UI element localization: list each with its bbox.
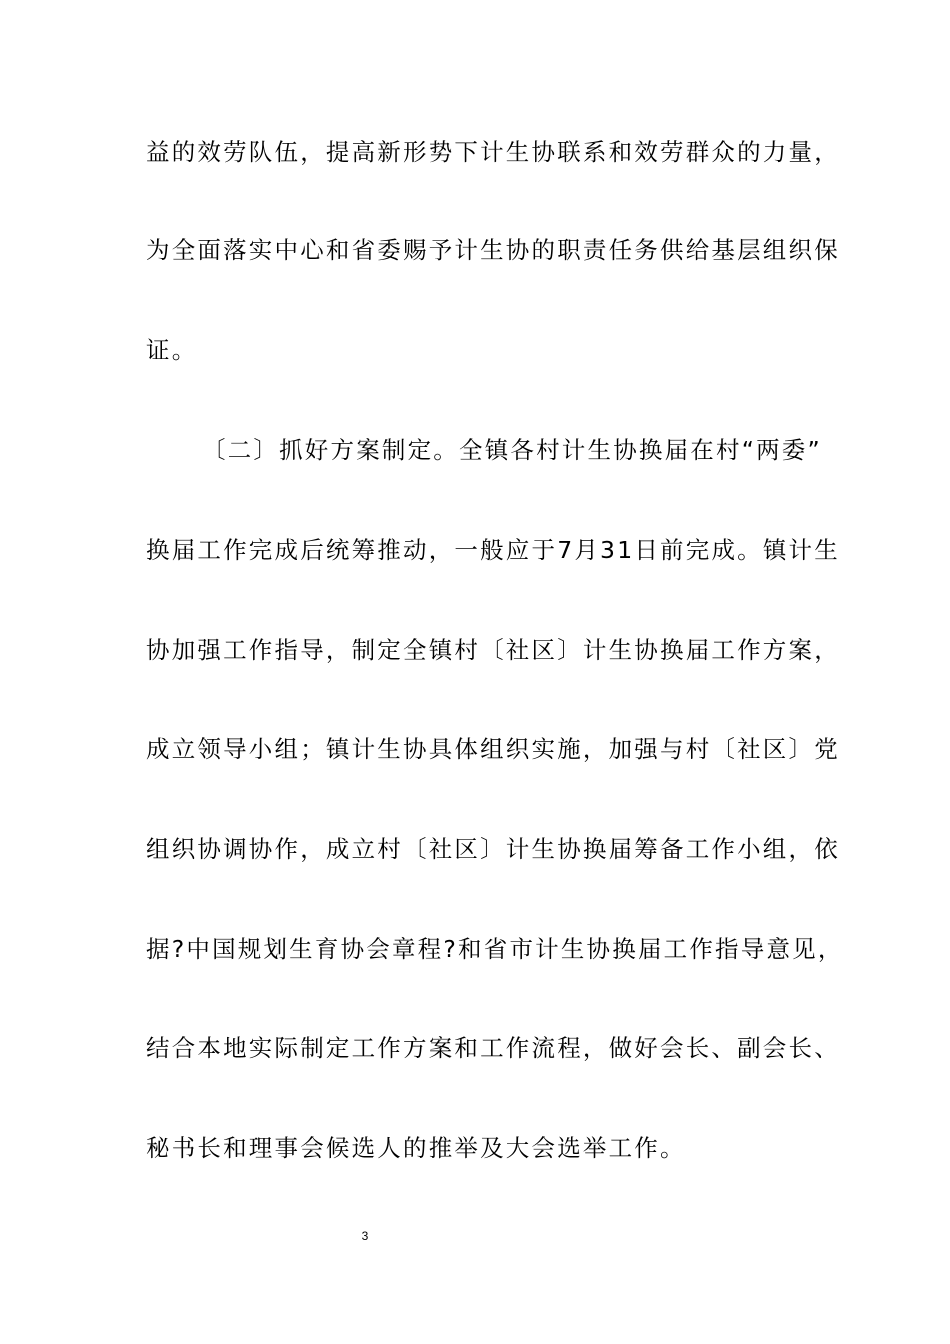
text-line-4: 〔二〕抓好方案制定。全镇各村计生协换届在村“两委” (202, 436, 822, 464)
text-line-7: 成立领导小组；镇计生协具体组织实施，加强与村〔社区〕党 (146, 735, 840, 763)
text-line-11: 秘书长和理事会候选人的推举及大会选举工作。 (146, 1134, 686, 1162)
text-line-8: 组织协调协作，成立村〔社区〕计生协换届筹备工作小组，依 (146, 835, 840, 863)
text-line-10: 结合本地实际制定工作方案和工作流程，做好会长、副会长、 (146, 1034, 840, 1062)
text-line-6: 协加强工作指导，制定全镇村〔社区〕计生协换届工作方案， (146, 636, 840, 664)
text-line-1: 益的效劳队伍，提高新形势下计生协联系和效劳群众的力量， (146, 138, 840, 166)
text-line-3: 证。 (146, 336, 198, 364)
page-number: 3 (361, 1229, 369, 1243)
text-line-2: 为全面落实中心和省委赐予计生协的职责任务供给基层组织保 (146, 236, 840, 264)
text-line-9: 据?中国规划生育协会章程?和省市计生协换届工作指导意见， (146, 935, 844, 963)
text-line-5: 换届工作完成后统筹推动，一般应于7月31日前完成。镇计生 (146, 536, 840, 564)
